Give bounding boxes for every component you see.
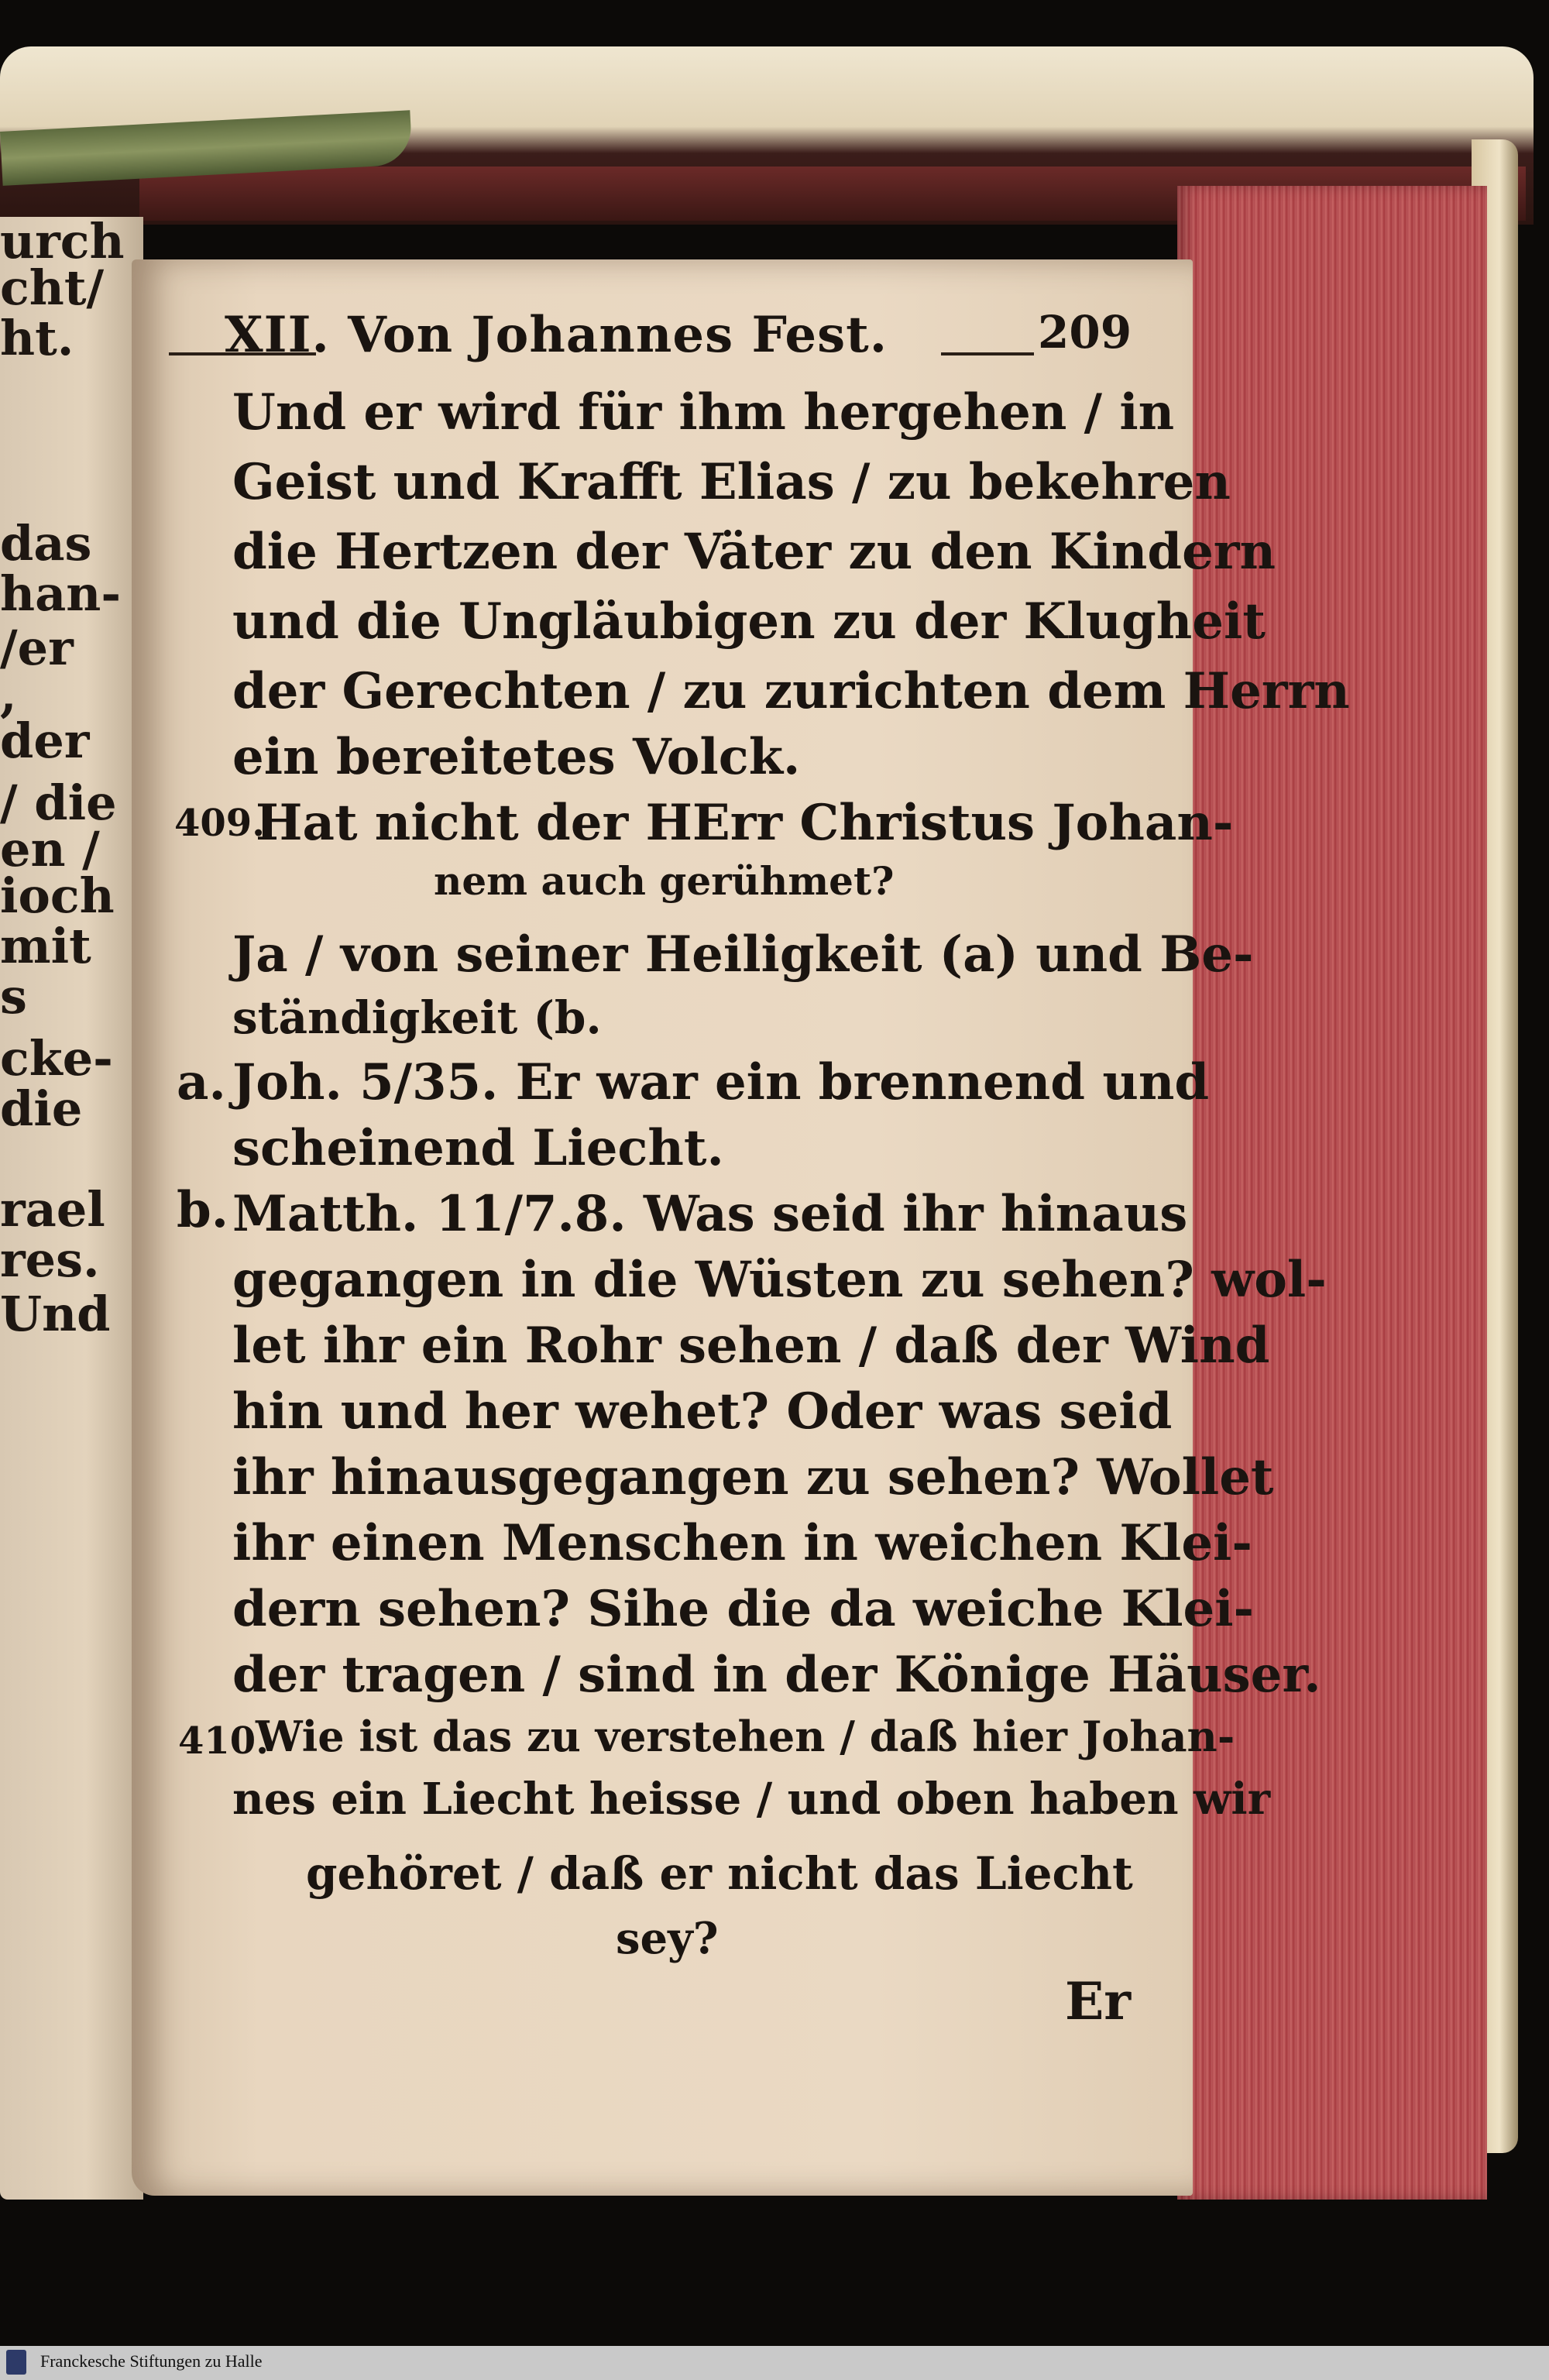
left-fragment: die: [0, 1080, 83, 1137]
footer-institution: Franckesche Stiftungen zu Halle: [40, 2351, 263, 2371]
body-line: ein bereitetes Volck.: [232, 728, 801, 786]
left-fragment: /er: [0, 620, 74, 676]
note-line: hin und her wehet? Oder was seid: [232, 1382, 1173, 1441]
left-fragment: cke-: [0, 1030, 113, 1087]
answer-line: Ja / von seiner Heiligkeit (a) und Be-: [232, 926, 1254, 984]
question-line: nem auch gerühmet?: [434, 858, 895, 904]
question-line: gehöret / daß er nicht das Liecht: [306, 1847, 1133, 1900]
note-line: Matth. 11/7.8. Was seid ihr hinaus: [232, 1185, 1188, 1243]
page-number: 209: [1038, 306, 1132, 359]
body-line: und die Ungläubigen zu der Klugheit: [232, 592, 1266, 651]
answer-line: ständigkeit (b.: [232, 991, 602, 1044]
left-fragment: urch: [0, 213, 125, 270]
note-line: let ihr ein Rohr sehen / daß der Wind: [232, 1317, 1270, 1375]
left-fragment: mit: [0, 918, 91, 974]
question-number: 409.: [174, 802, 265, 845]
left-fragment: Und: [0, 1286, 111, 1342]
note-line: Joh. 5/35. Er war ein brennend und: [232, 1053, 1210, 1111]
left-fragment: han-: [0, 565, 122, 622]
left-page-text: [0, 213, 125, 2200]
left-fragment: der: [0, 713, 90, 769]
left-fragment: cht/: [0, 259, 105, 316]
question-line: Wie ist das zu verstehen / daß hier Johan-: [256, 1712, 1235, 1761]
note-marker: a.: [177, 1053, 226, 1111]
left-fragment: rael: [0, 1181, 105, 1238]
note-line: dern sehen? Sihe die da weiche Klei-: [232, 1580, 1255, 1638]
question-line: nes ein Liecht heisse / und oben haben wir: [232, 1774, 1271, 1825]
left-fragment: ,: [0, 666, 17, 723]
left-fragment: en /: [0, 821, 100, 877]
note-line: der tragen / sind in der Könige Häuser.: [232, 1646, 1321, 1704]
body-line: der Gerechten / zu zurichten dem Herrn: [232, 662, 1350, 720]
note-line: ihr einen Menschen in weichen Klei-: [232, 1514, 1252, 1572]
header-rule-right: [941, 352, 1034, 355]
left-fragment: res.: [0, 1231, 100, 1288]
left-fragment: das: [0, 515, 92, 572]
left-fragment: ht.: [0, 310, 74, 366]
body-line: Und er wird für ihm hergehen / in: [232, 383, 1175, 441]
left-fragment: s: [0, 968, 27, 1025]
running-header: XII. Von Johannes Fest.: [225, 306, 888, 364]
left-fragment: ioch: [0, 867, 115, 924]
catchword: Er: [1065, 1971, 1132, 2031]
note-marker: b.: [177, 1181, 229, 1239]
body-line: Geist und Krafft Elias / zu bekehren: [232, 453, 1231, 511]
body-line: die Hertzen der Väter zu den Kindern: [232, 523, 1276, 581]
question-line: sey?: [616, 1913, 719, 1964]
note-line: gegangen in die Wüsten zu sehen? wol-: [232, 1251, 1327, 1309]
institution-logo-icon: [6, 2350, 26, 2375]
note-line: scheinend Liecht.: [232, 1119, 724, 1177]
question-number: 410.: [178, 1719, 269, 1763]
left-fragment: / die: [0, 774, 117, 831]
question-line: Hat nicht der HErr Christus Johan-: [256, 794, 1234, 852]
note-line: ihr hinausgegangen zu sehen? Wollet: [232, 1448, 1274, 1506]
